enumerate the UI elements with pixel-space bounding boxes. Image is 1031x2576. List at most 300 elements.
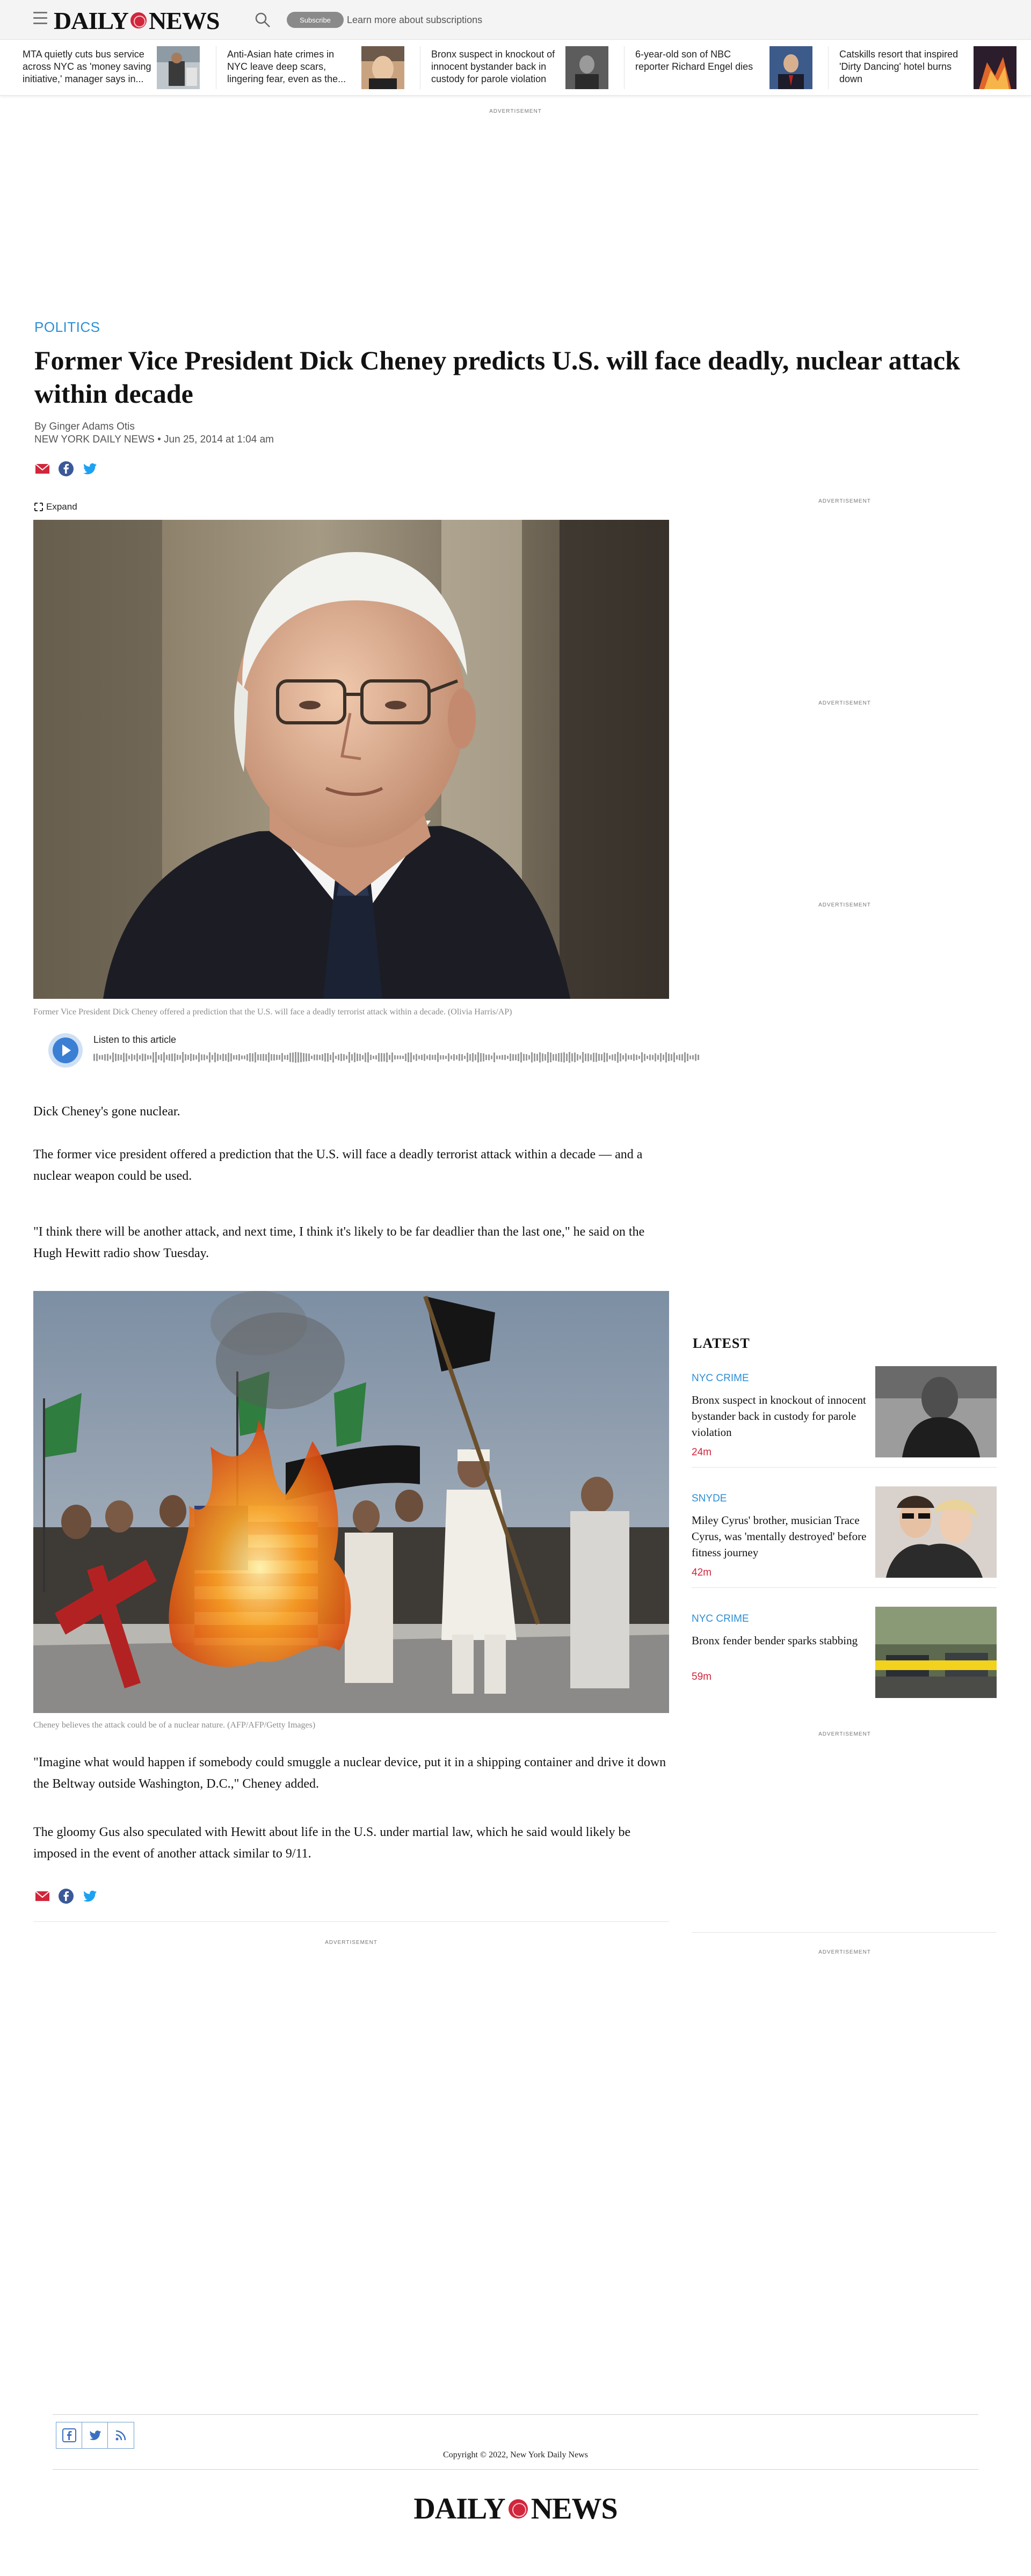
dateline: NEW YORK DAILY NEWS • Jun 25, 2014 at 1:04 am [34,434,274,445]
waveform-bar [609,1056,611,1060]
waveform-bar [120,1055,122,1060]
waveform-bar [158,1055,159,1060]
waveform-bar [520,1053,522,1063]
facebook-icon[interactable] [58,461,74,477]
waveform-bar [324,1053,326,1062]
waveform-bar [577,1054,578,1061]
waveform-bar [228,1053,229,1062]
waveform-bar [679,1055,680,1061]
waveform-bar [547,1052,549,1063]
latest-item-thumbnail[interactable] [875,1486,997,1578]
waveform-bar [413,1055,415,1060]
search-icon[interactable] [255,12,271,28]
waveform-bar [553,1054,554,1061]
waveform-bar [214,1053,216,1062]
waveform-bar [169,1054,170,1061]
waveform-bar [408,1053,409,1062]
expand-icon [34,503,43,511]
waveform-bar [193,1055,194,1061]
waveform-bar [276,1055,278,1060]
waveform-bar [424,1054,425,1061]
latest-item[interactable] [692,1493,997,1595]
waveform-bar [528,1055,530,1060]
waveform-bar [515,1055,517,1061]
waveform-bar [220,1055,221,1060]
waveform-bar [206,1056,208,1060]
waveform-bar [308,1054,310,1061]
waveform-bar [212,1055,213,1060]
advertisement-label: ADVERTISEMENT [489,108,542,114]
waveform-bar [236,1055,237,1060]
latest-item-thumbnail[interactable] [875,1366,997,1457]
listen-label: Listen to this article [93,1034,177,1045]
waveform-bar [421,1055,423,1060]
waveform-bar [373,1056,374,1059]
waveform-bar [365,1053,366,1062]
waveform-bar [238,1054,240,1061]
waveform-bar [123,1053,125,1062]
waveform-bar [171,1054,173,1061]
waveform-bar [569,1052,570,1063]
waveform-bar [647,1056,648,1059]
waveform-bar [271,1054,272,1061]
latest-item-age: 42m [692,1567,711,1578]
waveform-bar [625,1054,627,1062]
waveform-bar [563,1053,565,1063]
waveform-bar [434,1055,436,1060]
waveform-bar [459,1054,460,1061]
waveform-bar [689,1056,691,1060]
trending-item-text[interactable]: Bronx suspect in knockout of innocent bystander back in custody for parole violation [431,49,555,84]
play-button[interactable] [48,1033,83,1068]
waveform-bar [351,1054,353,1061]
waveform-bar [126,1054,127,1062]
waveform-bar [561,1053,562,1062]
article-main-photo[interactable] [33,520,669,999]
waveform-bar [590,1055,592,1061]
advertisement-label: ADVERTISEMENT [818,1731,871,1737]
waveform-bar [118,1054,119,1061]
waveform-bar [668,1054,670,1061]
waveform-bar [469,1054,471,1061]
waveform-bar [523,1054,525,1061]
waveform-bar [367,1053,369,1063]
waveform-bar [593,1053,594,1062]
trending-thumbnail[interactable] [769,46,812,89]
latest-title: LATEST [693,1336,750,1351]
waveform-bar [260,1054,262,1061]
waveform-bar [448,1054,449,1062]
waveform-bar [477,1053,479,1063]
waveform-bar [687,1054,688,1061]
article-headline: Former Vice President Dick Cheney predicts U.S. will face deadly, nuclear attack within decade [34,345,960,409]
waveform-bar [335,1056,337,1059]
waveform-bar [461,1054,463,1061]
trending-thumbnail[interactable] [974,46,1017,89]
waveform-bar [362,1055,364,1060]
waveform-bar [195,1055,197,1060]
waveform-bar [649,1055,651,1061]
trending-item[interactable] [12,46,210,89]
footer-divider [53,2414,978,2415]
waveform-bar [536,1054,538,1061]
waveform-bar [252,1054,253,1062]
waveform-bar [289,1053,291,1062]
trending-item-text[interactable]: Anti-Asian hate crimes in NYC leave deep scars, lingering fear, even as the... [227,49,346,84]
waveform-bar [391,1053,393,1062]
waveform-bar [493,1053,495,1062]
waveform-bar [346,1056,347,1060]
waveform-bar [204,1055,205,1061]
waveform-bar [464,1056,466,1059]
waveform-bar [332,1053,334,1063]
waveform-bar [163,1053,165,1063]
waveform-bar [150,1056,151,1060]
waveform-bar [467,1053,468,1062]
waveform-bar [550,1053,551,1062]
waveform-bar [177,1055,178,1060]
latest-item-category[interactable]: NYC CRIME [692,1373,749,1384]
waveform-bar [585,1054,586,1061]
waveform-bar [107,1054,108,1061]
logo-text-right: NEWS [149,6,220,34]
waveform-bar [496,1056,498,1060]
latest-item-age: 24m [692,1447,711,1458]
share-row-top [34,461,98,477]
waveform-bar [279,1055,280,1060]
trending-item[interactable] [216,46,415,89]
waveform-bar [620,1054,621,1062]
waveform-bar [429,1055,431,1061]
waveform-bar [571,1054,573,1062]
waveform-bar [582,1052,584,1063]
waveform-bar [112,1053,114,1062]
waveform-bar [381,1053,382,1062]
copyright: Copyright © 2022, New York Daily News [443,2450,588,2459]
waveform-bar [544,1054,546,1061]
waveform-bar [136,1054,138,1062]
waveform-bar [147,1055,149,1060]
waveform-bar [201,1055,202,1061]
article-secondary-photo[interactable] [33,1291,669,1713]
photo-caption: Cheney believes the attack could be of a nuclear nature. (AFP/AFP/Getty Images) [33,1721,316,1730]
waveform-bar [402,1056,404,1059]
waveform-bar [281,1053,283,1062]
advertisement-label: ADVERTISEMENT [818,902,871,908]
waveform-bar [265,1054,267,1061]
facebook-icon[interactable] [58,1888,74,1904]
waveform-bar [416,1054,417,1061]
trending-thumbnail[interactable] [157,46,200,89]
waveform-bar [442,1055,444,1060]
latest-item-age: 59m [692,1671,711,1682]
waveform-bar [472,1053,474,1062]
sidebar-divider [692,1932,997,1933]
latest-item-category[interactable]: SNYDE [692,1493,727,1504]
article-paragraph: "Imagine what would happen if somebody could smuggle a nuclear device, put it in a shipping container and drive it down the Beltway outside Washington, D.C.," Cheney added. [33,1755,666,1791]
waveform-bar [638,1056,640,1059]
waveform-bar [663,1055,664,1060]
waveform-bar [225,1054,227,1061]
waveform-bar [187,1055,189,1060]
waveform-bar [660,1053,662,1062]
waveform-bar [104,1054,106,1061]
waveform-bar [475,1055,476,1061]
waveform-bar [437,1053,439,1062]
waveform-bar [499,1056,500,1060]
waveform-bar [340,1054,342,1061]
expand-button[interactable] [34,502,77,512]
waveform-bar [257,1055,259,1061]
waveform-bar [359,1054,361,1061]
advertisement-label: ADVERTISEMENT [818,498,871,504]
latest-item-title[interactable]: Bronx suspect in knockout of innocent bystander back in custody for parole violation [692,1394,866,1439]
waveform-bar [139,1055,141,1060]
waveform-bar [110,1056,111,1060]
section-label[interactable]: POLITICS [34,319,100,335]
waveform-bar [692,1055,694,1060]
waveform-bar [531,1053,533,1063]
waveform-bar [233,1055,235,1060]
article-paragraph: Dick Cheney's gone nuclear. [33,1105,180,1119]
waveform-bar [268,1053,270,1062]
waveform-bar [319,1055,321,1060]
waveform-bar [614,1054,616,1061]
waveform-bar [681,1054,683,1061]
site-header [0,0,1031,40]
twitter-icon[interactable] [82,461,98,477]
waveform-bar [303,1053,304,1062]
trending-item-text[interactable]: Catskills resort that inspired 'Dirty Dancing' hotel burns down [839,49,959,84]
twitter-icon[interactable] [82,1888,98,1904]
waveform-bar [222,1054,224,1061]
waveform-bar [190,1054,192,1061]
waveform-bar [246,1054,248,1061]
expand-label: Expand [46,502,77,512]
trending-item-text[interactable]: MTA quietly cuts bus service across NYC as 'money saving initiative,' manager says in... [23,49,151,84]
waveform-bar [354,1053,355,1062]
trending-thumbnail[interactable] [361,46,404,89]
waveform-bar [370,1055,372,1060]
trending-item[interactable] [828,46,1027,89]
waveform-bar [488,1055,490,1061]
waveform-bar [185,1054,186,1061]
trending-item[interactable] [624,46,823,89]
logo-globe-icon [130,12,147,28]
waveform-bar [394,1055,396,1060]
waveform-bar [115,1054,117,1061]
waveform-bar [284,1055,286,1060]
waveform-bar [617,1052,619,1063]
waveform-bar [179,1055,181,1060]
waveform-bar [579,1056,581,1060]
waveform-bar [657,1055,659,1060]
waveform-bar [241,1056,243,1060]
footer-logo[interactable] [0,2492,1031,2526]
waveform-bar [249,1053,251,1062]
waveform-bar [327,1053,329,1062]
footer-divider [53,2469,978,2470]
advertisement-label: ADVERTISEMENT [818,1949,871,1955]
audio-waveform[interactable] [93,1051,700,1063]
trending-item-text[interactable]: 6-year-old son of NBC reporter Richard Engel dies [635,49,753,72]
waveform-bar [641,1053,643,1063]
article-divider [33,1921,669,1922]
waveform-bar [612,1055,613,1061]
waveform-bar [633,1054,635,1061]
waveform-bar [628,1055,629,1060]
waveform-bar [598,1054,600,1061]
waveform-bar [418,1056,420,1060]
waveform-bar [338,1055,339,1061]
email-icon[interactable] [34,461,50,477]
waveform-bar [526,1054,527,1061]
footer-logo-globe-icon [509,2499,528,2519]
footer-social-links [56,2422,134,2449]
waveform-bar [698,1055,699,1060]
waveform-bar [587,1054,589,1062]
waveform-bar [153,1053,154,1063]
waveform-bar [410,1053,412,1062]
waveform-bar [161,1054,162,1061]
waveform-bar [263,1054,264,1061]
waveform-bar [386,1053,388,1062]
waveform-bar [322,1054,323,1061]
waveform-bar [244,1056,245,1060]
trending-thumbnail[interactable] [565,46,608,89]
waveform-bar [383,1054,385,1062]
waveform-bar [558,1053,560,1062]
trending-strip [0,40,1031,96]
waveform-bar [292,1053,294,1062]
waveform-bar [209,1053,210,1063]
waveform-bar [273,1054,275,1061]
waveform-bar [295,1052,296,1063]
photo-caption: Former Vice President Dick Cheney offered a prediction that the U.S. will face a deadly terrorist attack within a decade. (Olivia Harris/AP) [33,1007,512,1017]
logo-text-left: DAILY [54,6,129,34]
byline: By Ginger Adams Otis [34,421,135,432]
waveform-bar [485,1055,487,1060]
waveform-bar [348,1052,350,1063]
waveform-bar [555,1054,557,1061]
waveform-bar [512,1054,514,1061]
waveform-bar [316,1055,318,1061]
play-icon [53,1037,78,1063]
waveform-bar [375,1055,377,1060]
waveform-bar [644,1054,645,1061]
waveform-bar [405,1054,406,1061]
waveform-bar [502,1055,503,1060]
waveform-bar [453,1054,455,1061]
waveform-bar [306,1054,307,1062]
waveform-bar [134,1055,135,1060]
learn-more-link[interactable]: Learn more about subscriptions [347,14,483,25]
waveform-bar [357,1054,358,1061]
latest-item[interactable] [692,1613,997,1715]
waveform-bar [534,1054,535,1062]
waveform-bar [182,1052,184,1063]
waveform-bar [456,1055,458,1060]
latest-separator [692,1467,997,1468]
share-row-bottom [34,1888,98,1904]
waveform-bar [542,1054,543,1062]
waveform-bar [606,1053,608,1062]
facebook-icon[interactable] [56,2422,82,2448]
waveform-bar [93,1054,95,1061]
waveform-bar [480,1053,482,1062]
waveform-bar [432,1055,433,1060]
waveform-bar [695,1054,696,1061]
waveform-bar [673,1053,675,1062]
waveform-bar [217,1054,219,1061]
waveform-bar [491,1056,492,1060]
advertisement-label: ADVERTISEMENT [325,1940,377,1946]
waveform-bar [142,1054,143,1061]
waveform-bar [440,1055,441,1060]
waveform-bar [397,1056,398,1060]
footer-logo-text-right: NEWS [531,2492,618,2526]
waveform-bar [665,1053,667,1063]
hamburger-menu-icon[interactable] [33,12,47,26]
waveform-bar [389,1055,390,1060]
latest-item-thumbnail[interactable] [875,1607,997,1698]
waveform-bar [144,1054,146,1061]
waveform-bar [518,1054,519,1061]
waveform-bar [400,1056,401,1060]
article-paragraph: "I think there will be another attack, and next time, I think it's likely to be far deadlier than the last one," he said on the Hugh Hewitt radio show Tuesday. [33,1225,645,1260]
latest-item-title[interactable]: Miley Cyrus' brother, musician Trace Cyrus, was 'mentally destroyed' before fitness journey [692,1514,867,1559]
waveform-bar [378,1053,380,1062]
waveform-bar [300,1053,302,1062]
trending-item[interactable] [420,46,619,89]
waveform-bar [297,1053,299,1063]
waveform-bar [99,1055,100,1060]
waveform-bar [198,1053,200,1062]
latest-item[interactable] [692,1373,997,1475]
twitter-icon[interactable] [82,2422,108,2448]
waveform-bar [166,1055,168,1060]
waveform-bar [287,1055,288,1060]
waveform-bar [343,1054,345,1061]
waveform-bar [636,1055,637,1060]
waveform-bar [601,1054,602,1061]
waveform-bar [426,1056,428,1060]
footer-logo-text-left: DAILY [413,2492,505,2526]
waveform-bar [676,1055,678,1060]
audio-player [48,1030,655,1069]
latest-item-title[interactable]: Bronx fender bender sparks stabbing [692,1634,858,1647]
waveform-bar [483,1054,484,1062]
waveform-bar [330,1055,331,1060]
site-logo[interactable] [54,8,220,33]
subscribe-button[interactable]: Subscribe [287,12,344,28]
waveform-bar [451,1056,452,1060]
waveform-bar [507,1056,509,1059]
rss-icon[interactable] [108,2422,134,2448]
waveform-bar [510,1054,511,1061]
waveform-bar [630,1055,632,1060]
latest-separator [692,1587,997,1588]
waveform-bar [622,1055,624,1060]
waveform-bar [574,1053,576,1062]
waveform-bar [596,1053,597,1062]
waveform-bar [684,1053,686,1063]
latest-item-category[interactable]: NYC CRIME [692,1613,749,1624]
waveform-bar [155,1052,157,1063]
waveform-bar [445,1056,447,1059]
email-icon[interactable] [34,1888,50,1904]
waveform-bar [504,1055,506,1060]
